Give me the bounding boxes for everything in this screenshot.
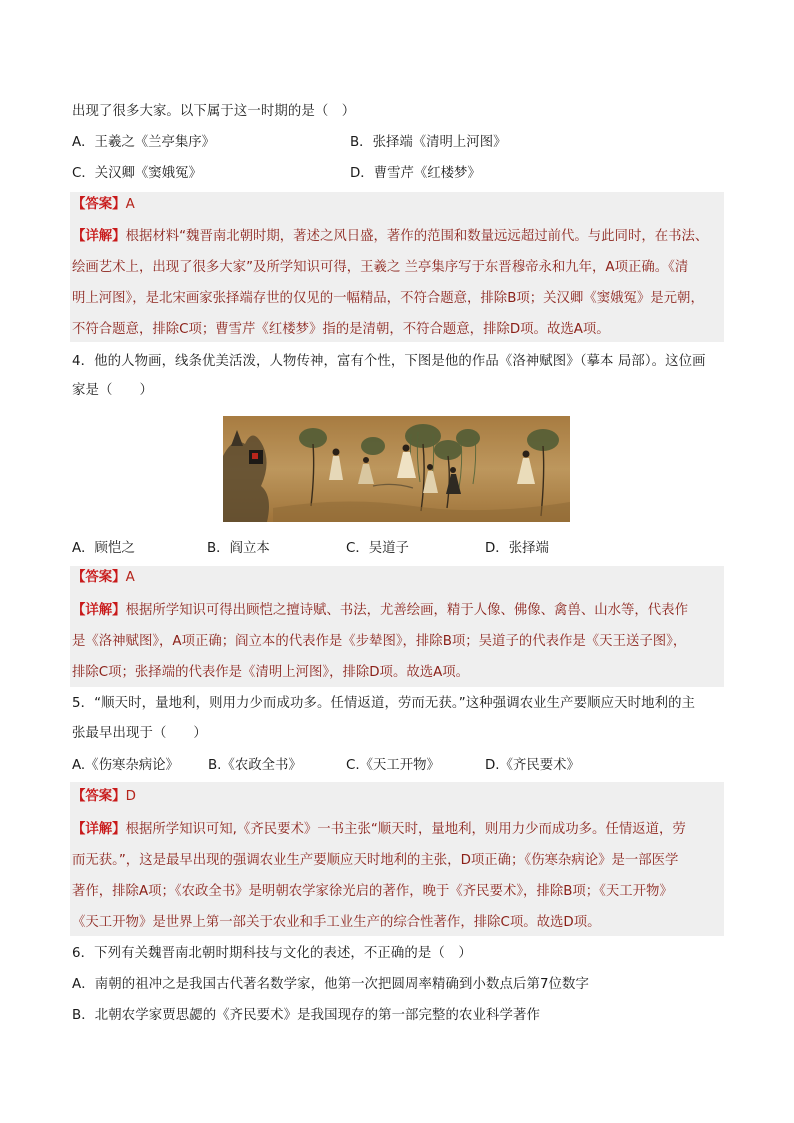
q5-option-d: D.《齐民要术》	[485, 758, 580, 773]
q5-detail-line-2: 而无获。”，这是最早出现的强调农业生产要顺应天时地利的主张，D项正确；《伤寒杂病论》是一部医学	[72, 853, 679, 868]
q5-option-c: C.《天工开物》	[346, 758, 440, 773]
q3-option-a: A．王羲之《兰亭集序》	[72, 135, 216, 150]
q5-option-a: A.《伤寒杂病论》	[72, 758, 179, 773]
q5-answer	[72, 787, 136, 807]
q3-option-d: D．曹雪芹《红楼梦》	[350, 166, 481, 181]
q4-detail-line-2: 是《洛神赋图》，A项正确；阎立本的代表作是《步辇图》，排除B项；吴道子的代表作是《天王送子图》，	[72, 634, 687, 649]
detail-text: 根据所学知识可得出顾恺之擅诗赋、书法，尤善绘画，精于人像、佛像、禽兽、山水等，代表作	[125, 603, 688, 618]
q3-stem: 出现了很多大家。以下属于这一时期的是（ ）	[72, 104, 356, 119]
q3-option-b: B．张择端《清明上河图》	[350, 135, 507, 150]
answer-tag: 【答案】	[72, 789, 126, 804]
q6-option-b: B．北朝农学家贾思勰的《齐民要术》是我国现存的第一部完整的农业科学著作	[72, 1008, 540, 1023]
q3-answer	[72, 195, 135, 215]
answer-value: A	[125, 570, 135, 585]
detail-tag: 【详解】	[72, 603, 126, 618]
answer-value: D	[125, 789, 136, 804]
detail-text: 根据所学知识可知,《齐民要术》一书主张“顺天时，量地利，则用力少而成功多。任情返道，劳	[125, 822, 686, 837]
q5-stem-line-2: 张最早出现于（ ）	[72, 726, 207, 741]
luoshen-painting-image	[223, 416, 570, 522]
q5-detail-line-3: 著作，排除A项；《农政全书》是明朝农学家徐光启的著作，晚于《齐民要术》，排除B项；《天工开物》	[72, 884, 673, 899]
q5-option-b: B.《农政全书》	[208, 758, 302, 773]
q4-detail-line-3: 排除C项；张择端的代表作是《清明上河图》，排除D项。故选A项。	[72, 665, 470, 680]
q6-option-a: A．南朝的祖冲之是我国古代著名数学家，他第一次把圆周率精确到小数点后第7位数字	[72, 977, 590, 992]
q5-detail-line-4: 《天工开物》是世界上第一部关于农业和手工业生产的综合性著作，排除C项。故选D项。	[72, 915, 601, 930]
q6-stem: 6．下列有关魏晋南北朝时期科技与文化的表述，不正确的是（ ）	[72, 946, 472, 961]
detail-tag: 【详解】	[72, 229, 126, 244]
q4-answer	[72, 568, 135, 588]
answer-tag: 【答案】	[72, 570, 126, 585]
q5-stem-line-1: 5．“顺天时，量地利，则用力少而成功多。任情返道，劳而无获。”这种强调农业生产要顺应天时地利的主	[72, 696, 696, 711]
q3-option-c: C．关汉卿《窦娥冤》	[72, 166, 202, 181]
q5-detail-line-1	[72, 814, 686, 845]
answer-value: A	[125, 197, 135, 212]
q4-option-d: D．张择端	[485, 541, 549, 556]
detail-text: 根据材料“魏晋南北朝时期，著述之风日盛，著作的范围和数量远远超过前代。与此同时，在书法、	[125, 229, 709, 244]
answer-tag: 【答案】	[72, 197, 126, 212]
q4-detail-line-1	[72, 595, 688, 626]
q3-detail-line-2: 绘画艺术上，出现了很多大家”及所学知识可得，王羲之 兰亭集序写于东晋穆帝永和九年，A项正确。《清	[72, 260, 689, 275]
q4-stem-line-2: 家是（ ）	[72, 383, 153, 398]
q4-stem-line-1: 4．他的人物画，线条优美活泼，人物传神，富有个性，下图是他的作品《洛神赋图》（摹本 局部）。这位画	[72, 354, 706, 369]
q4-option-a: A．顾恺之	[72, 541, 135, 556]
q3-detail-line-3: 明上河图》，是北宋画家张择端存世的仅见的一幅精品，不符合题意，排除B项；关汉卿《窦娥冤》是元朝，	[72, 291, 704, 306]
q3-detail-line-4: 不符合题意，排除C项；曹雪芹《红楼梦》指的是清朝，不符合题意，排除D项。故选A项。	[72, 322, 610, 337]
q4-option-b: B．阎立本	[207, 541, 270, 556]
detail-tag: 【详解】	[72, 822, 126, 837]
q3-detail-line-1	[72, 221, 708, 252]
q4-option-c: C．吴道子	[346, 541, 409, 556]
